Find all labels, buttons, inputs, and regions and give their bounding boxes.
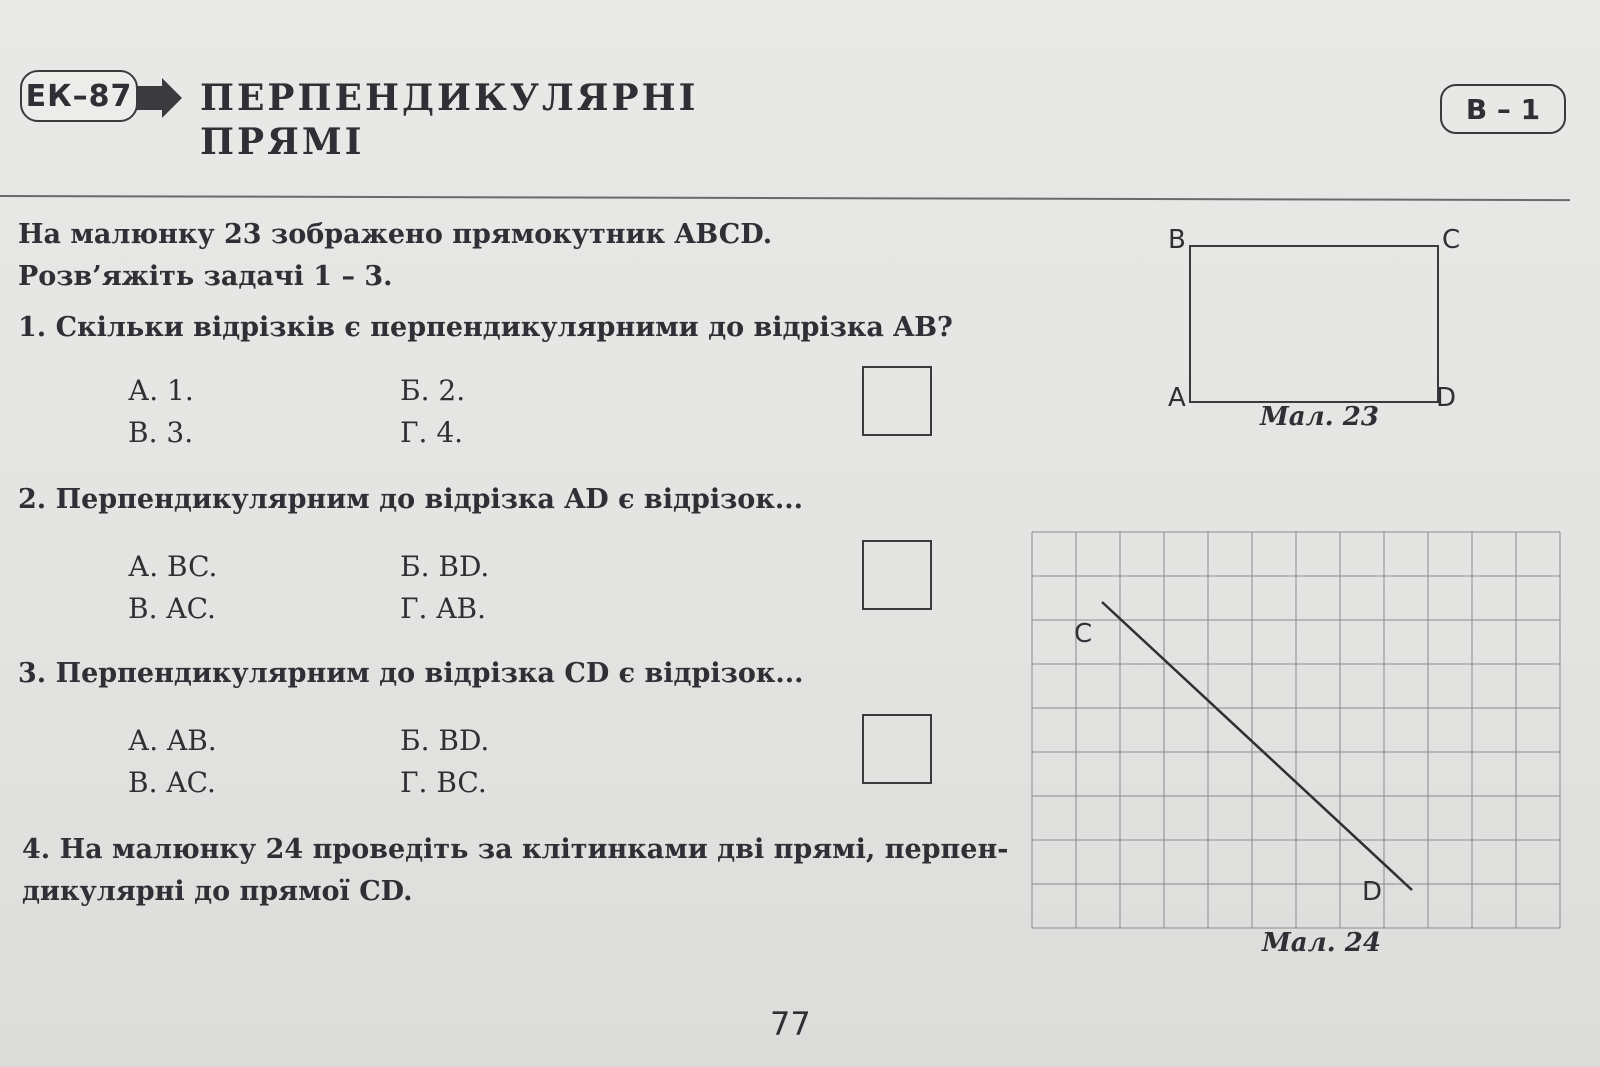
question-1-option-a[interactable]: А. 1.	[128, 374, 194, 407]
question-1-answer-box[interactable]	[862, 366, 932, 436]
figure-23-caption: Мал. 23	[1260, 402, 1379, 432]
question-2-option-b[interactable]: Б. BD.	[400, 550, 490, 583]
grid	[1032, 532, 1560, 928]
figure-23	[1150, 220, 1461, 430]
title-line-1: ПЕРПЕНДИКУЛЯРНІ	[200, 77, 699, 119]
question-2-answer-box[interactable]	[862, 540, 932, 610]
question-4-text-line-1: 4. На малюнку 24 проведіть за клітинками дві прямі, перпен-	[22, 834, 1009, 865]
question-1-text: 1. Скільки відрізків є перпендикулярними до відрізка AB?	[18, 312, 953, 343]
figure-24-caption: Мал. 24	[1262, 928, 1381, 958]
line-cd	[1102, 602, 1412, 890]
question-1-option-b[interactable]: Б. 2.	[400, 374, 466, 407]
vertex-c-label: C	[1442, 225, 1461, 255]
question-3-text: 3. Перпендикулярним до відрізка CD є відрізок...	[18, 658, 804, 689]
question-2-option-c[interactable]: В. AC.	[128, 592, 216, 625]
variant-badge: В – 1	[1440, 84, 1566, 134]
intro-line-2: Розв’яжіть задачі 1 – 3.	[18, 261, 393, 292]
question-4-text-line-2: дикулярні до прямої CD.	[22, 876, 413, 907]
question-2-option-d[interactable]: Г. AB.	[400, 592, 487, 625]
intro-text	[18, 214, 772, 298]
figure-24[interactable]	[1030, 530, 1570, 938]
vertex-d-label: D	[1436, 383, 1457, 413]
intro-line-1: На малюнку 23 зображено прямокутник ABCD.	[18, 219, 773, 250]
point-c-label: C	[1074, 619, 1093, 649]
header-divider	[0, 195, 1570, 201]
question-3-option-a[interactable]: А. AB.	[128, 724, 217, 757]
vertex-b-label: B	[1168, 225, 1186, 255]
lesson-badge: ЕК–87	[20, 70, 138, 122]
question-3-option-c[interactable]: В. AC.	[128, 766, 216, 799]
question-1-option-d[interactable]: Г. 4.	[400, 416, 464, 449]
question-3-answer-box[interactable]	[862, 714, 932, 784]
question-3-option-b[interactable]: Б. BD.	[400, 724, 490, 757]
question-2-option-a[interactable]: А. BC.	[128, 550, 218, 583]
question-2-text: 2. Перпендикулярним до відрізка AD є відрізок...	[18, 484, 804, 515]
page-title	[200, 76, 698, 164]
rectangle-abcd	[1190, 246, 1438, 402]
title-line-2: ПРЯМІ	[200, 121, 365, 163]
point-d-label: D	[1362, 877, 1383, 907]
question-3-option-d[interactable]: Г. BC.	[400, 766, 487, 799]
question-1-option-c[interactable]: В. 3.	[128, 416, 194, 449]
arrow-icon	[136, 78, 182, 118]
page-number: 77	[770, 1005, 811, 1043]
vertex-a-label: A	[1168, 383, 1186, 413]
